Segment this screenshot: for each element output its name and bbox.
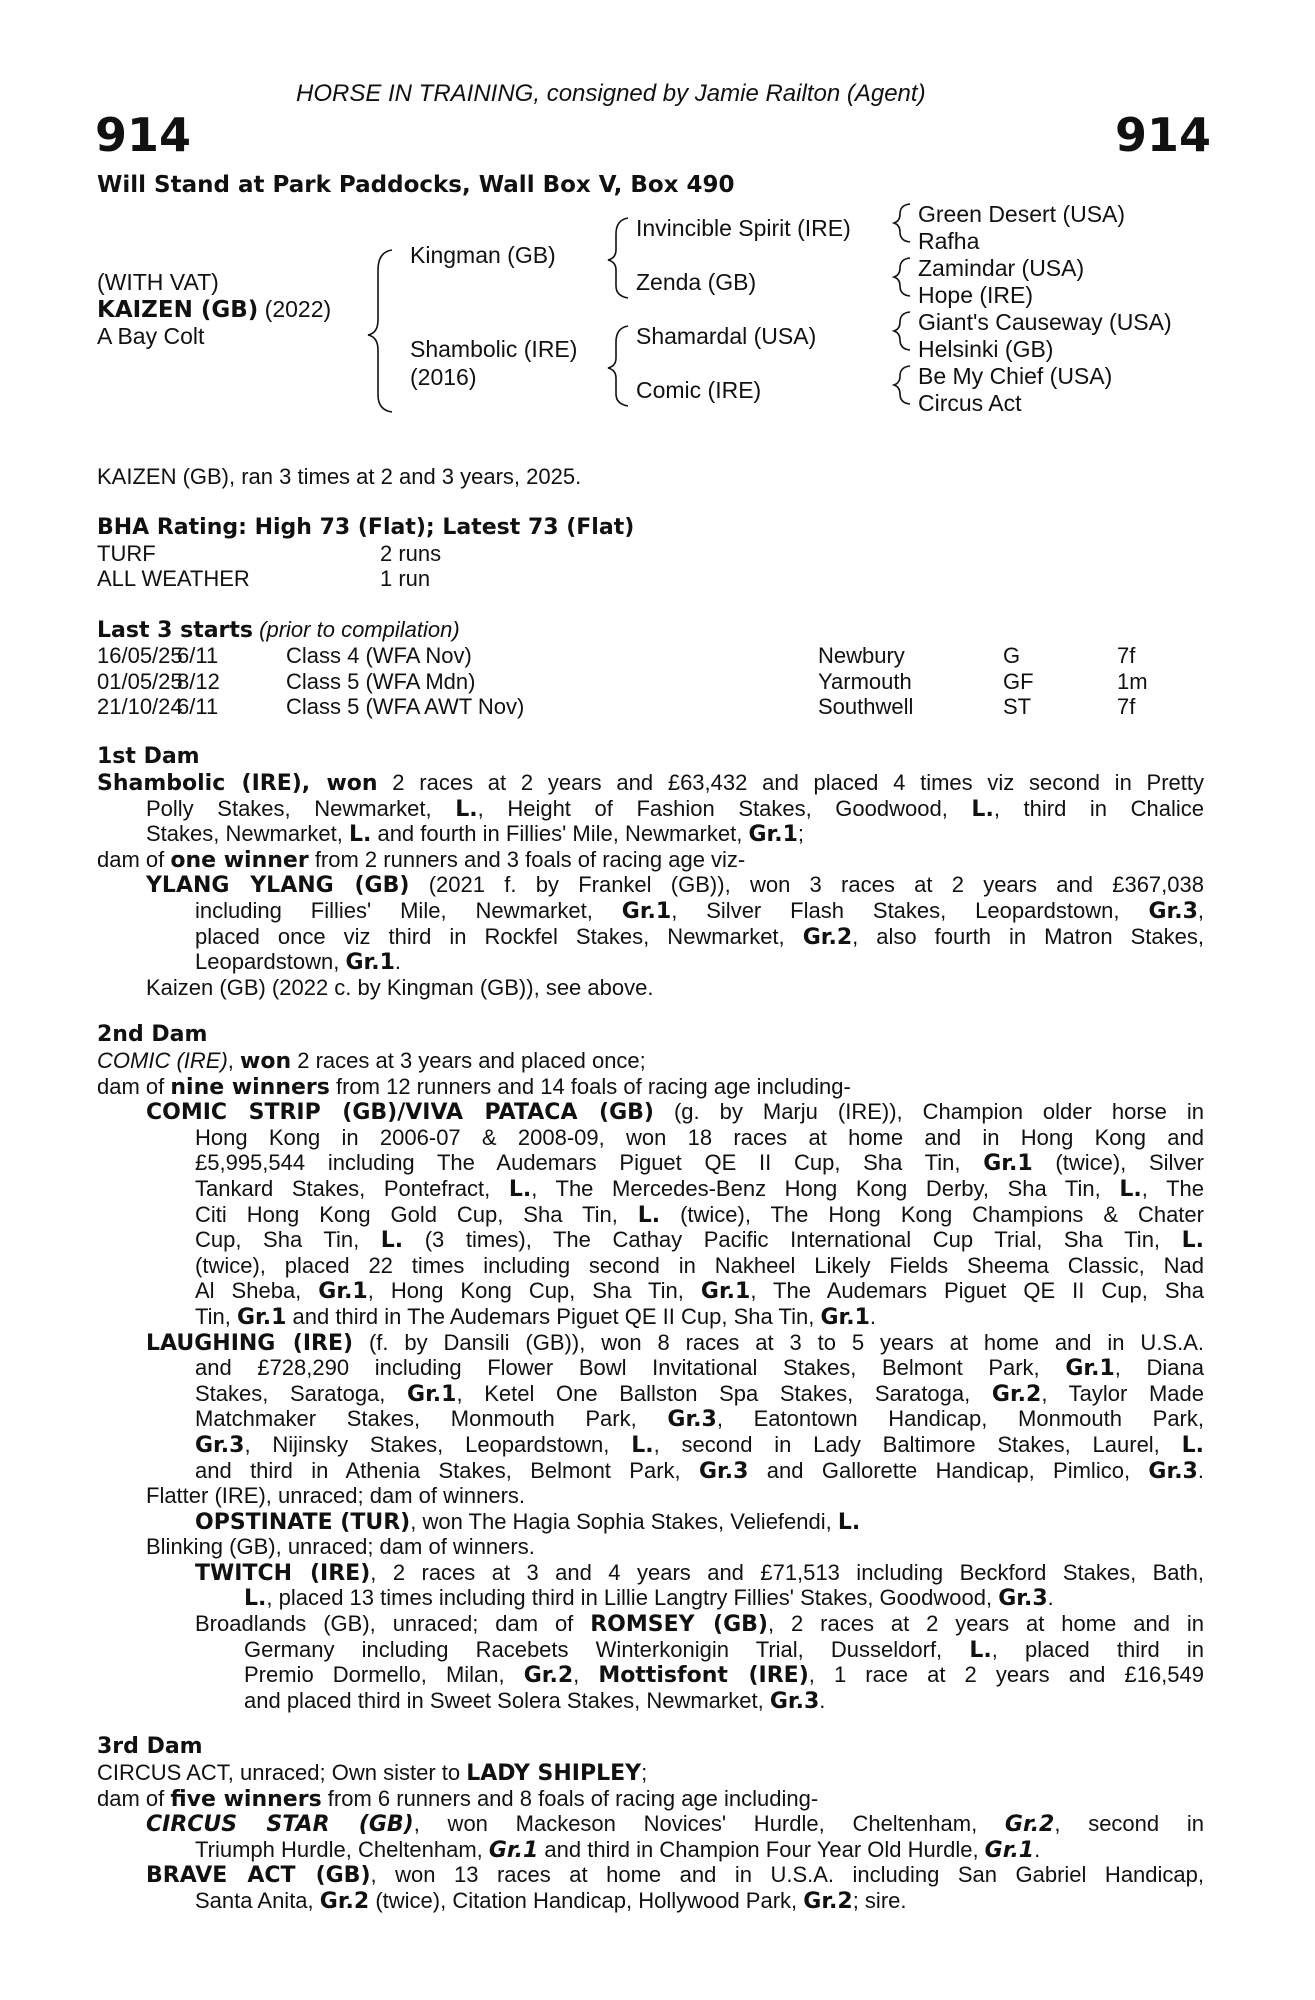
text-segment: , second in Lady Baltimore Stakes, Laurel, xyxy=(653,1431,1182,1457)
text-segment: , second in xyxy=(1054,1811,1204,1837)
text-segment: placed once viz third in Rockfel Stakes, Newmarket, xyxy=(195,923,803,949)
text-segment: L. xyxy=(380,1228,404,1254)
start-dist: 7f xyxy=(1117,643,1136,668)
text-segment: Gr.1 xyxy=(236,1304,287,1330)
text-segment: . xyxy=(1034,1836,1041,1862)
consigned-line: HORSE IN TRAINING, consigned by Jamie Railton (Agent) xyxy=(296,80,926,107)
second-dam-line xyxy=(97,1688,1204,1714)
text-segment: Gr.1 xyxy=(345,950,395,976)
text-segment: Premio Dormello, Milan, xyxy=(244,1662,524,1688)
text-segment: , The Mercedes-Benz Hong Kong Derby, Sha Tin, xyxy=(531,1175,1120,1201)
text-segment: COMIC STRIP (GB)/VIVA PATACA (GB) xyxy=(146,1100,654,1126)
text-segment: LADY SHIPLEY xyxy=(466,1761,642,1786)
horse-name: KAIZEN (GB) xyxy=(97,297,259,323)
first-dam-line xyxy=(97,924,1204,950)
third-dam-text xyxy=(97,1760,1204,1914)
start-pos: 6/11 xyxy=(177,694,219,720)
text-segment: , Diana xyxy=(1114,1355,1204,1381)
text-segment: . xyxy=(1047,1585,1054,1611)
pedigree-sire: Kingman (GB) xyxy=(410,242,556,268)
second-dam-line xyxy=(97,1176,1204,1202)
text-segment: Kaizen (GB) (2022 c. by Kingman (GB)), see above. xyxy=(146,974,654,1000)
text-segment: Tankard Stakes, Pontefract, xyxy=(195,1175,509,1201)
text-segment: one winner xyxy=(170,847,309,873)
second-dam-heading: 2nd Dam xyxy=(97,1022,208,1047)
text-segment: Gr.3 xyxy=(998,1586,1048,1612)
second-dam-line xyxy=(97,1125,1204,1151)
third-dam-line xyxy=(97,1837,1204,1863)
text-segment: , placed third in xyxy=(991,1636,1204,1662)
text-segment: Gr.1 xyxy=(407,1381,457,1407)
pedigree-g4-4: Hope (IRE) xyxy=(918,282,1034,308)
rating-aw-runs: 1 run xyxy=(380,566,431,591)
text-segment: TWITCH (IRE) xyxy=(195,1560,371,1586)
pedigree-g4-5: Giant's Causeway (USA) xyxy=(918,309,1172,335)
text-segment: (g. by Marju (IRE)), Champion older horse in xyxy=(653,1099,1204,1125)
text-segment: Mottisfont (IRE) xyxy=(598,1663,809,1689)
text-segment: Gr.1 xyxy=(700,1279,751,1305)
start-date: 21/10/24 xyxy=(97,694,183,720)
text-segment: L. xyxy=(837,1509,861,1535)
text-segment: , Height of Fashion Stakes, Goodwood, xyxy=(477,795,972,821)
text-segment: from 6 runners and 8 foals of racing age including- xyxy=(321,1785,819,1811)
text-segment: L. xyxy=(348,822,372,848)
start-pos: 6/11 xyxy=(177,643,219,668)
text-segment: Gr.2 xyxy=(1004,1812,1055,1838)
second-dam-line xyxy=(97,1330,1204,1356)
text-segment: Gr.1 xyxy=(748,822,798,848)
pedigree-dam-year: (2016) xyxy=(410,364,477,390)
start-going: GF xyxy=(1003,668,1034,694)
second-dam-line xyxy=(97,1662,1204,1688)
text-segment: including Fillies' Mile, Newmarket, xyxy=(195,897,622,923)
text-segment: Gr.1 xyxy=(621,898,672,924)
rating-turf-runs: 2 runs xyxy=(380,541,442,566)
second-dam-line xyxy=(97,1406,1204,1432)
first-dam-line xyxy=(97,898,1204,924)
start-dist: 7f xyxy=(1117,694,1136,720)
text-segment: Gr.2 xyxy=(319,1888,370,1914)
text-segment: Gr.1 xyxy=(984,1837,1035,1863)
text-segment: ; xyxy=(641,1760,648,1785)
text-segment: Blinking (GB), unraced; dam of winners. xyxy=(146,1534,535,1560)
second-dam-line xyxy=(97,1253,1204,1279)
start-course: Newbury xyxy=(818,643,905,668)
text-segment: , xyxy=(227,1048,240,1073)
third-dam-heading: 3rd Dam xyxy=(97,1734,203,1759)
start-race: Class 5 (WFA Mdn) xyxy=(286,668,476,694)
text-segment: L. xyxy=(1181,1432,1204,1458)
text-segment: L. xyxy=(1119,1176,1142,1202)
third-dam-line xyxy=(97,1888,1204,1914)
pedigree-sire-dam: Zenda (GB) xyxy=(636,269,757,295)
lot-number-left: 914 xyxy=(95,108,192,162)
second-dam-line xyxy=(97,1150,1204,1176)
rating-turf-surface: TURF xyxy=(97,541,156,566)
second-dam-line xyxy=(97,1458,1204,1484)
text-segment: and third in The Audemars Piguet QE II Cup, Sha Tin, xyxy=(286,1303,821,1329)
second-dam-line xyxy=(97,1534,1204,1560)
text-segment: , also fourth in Matron Stakes, xyxy=(852,923,1204,949)
start-race: Class 5 (WFA AWT Nov) xyxy=(286,694,525,720)
text-segment: , Ketel One Ballston Spa Stakes, Saratoga, xyxy=(456,1380,992,1406)
second-dam-line xyxy=(97,1202,1204,1228)
second-dam-line xyxy=(97,1560,1204,1586)
text-segment: (2021 f. by Frankel (GB)), won 3 races at 2 years and £367,038 xyxy=(409,872,1204,898)
text-segment: , Eatontown Handicap, Monmouth Park, xyxy=(716,1406,1204,1432)
first-dam-line xyxy=(97,975,1204,1001)
text-segment: and third in Champion Four Year Old Hurdle, xyxy=(538,1836,985,1862)
text-segment: Gr.1 xyxy=(1065,1356,1115,1382)
text-segment: BRAVE ACT (GB) xyxy=(146,1863,371,1889)
first-dam-line xyxy=(97,770,1204,796)
text-segment: , won Mackeson Novices' Hurdle, Cheltenham, xyxy=(413,1811,1005,1837)
first-dam-line xyxy=(97,949,1204,975)
text-segment: , Nijinsky Stakes, Leopardstown, xyxy=(244,1431,632,1457)
text-segment: COMIC (IRE) xyxy=(97,1048,228,1073)
text-segment: from 2 runners and 3 foals of racing age viz- xyxy=(308,846,746,872)
third-dam-line xyxy=(97,1786,1204,1812)
text-segment: and third in Athenia Stakes, Belmont Park, xyxy=(195,1457,699,1483)
text-segment: nine winners xyxy=(170,1074,330,1100)
text-segment: 2 races at 3 years and placed once; xyxy=(291,1048,646,1073)
text-segment: Flatter (IRE), unraced; dam of winners. xyxy=(146,1483,526,1509)
pedigree-g4-8: Circus Act xyxy=(918,390,1022,416)
text-segment: L. xyxy=(508,1176,532,1202)
text-segment: , The Audemars Piguet QE II Cup, Sha xyxy=(750,1278,1204,1304)
start-going: G xyxy=(1003,643,1021,668)
text-segment: , 1 race at 2 years and £16,549 xyxy=(808,1662,1204,1688)
text-segment: , won The Hagia Sophia Stakes, Veliefendi, xyxy=(410,1508,838,1534)
text-segment: . xyxy=(1197,1457,1204,1483)
start-date: 16/05/25 xyxy=(97,643,183,668)
text-segment: Gr.2 xyxy=(802,924,853,950)
text-segment: Gr.3 xyxy=(667,1407,717,1433)
first-dam-heading: 1st Dam xyxy=(97,744,200,769)
second-dam-line xyxy=(97,1304,1204,1330)
text-segment: Gr.1 xyxy=(318,1279,368,1305)
text-segment: Polly Stakes, Newmarket, xyxy=(146,795,456,821)
first-dam-line xyxy=(97,821,1204,847)
text-segment: Gr.1 xyxy=(820,1304,870,1330)
start-pos: 8/12 xyxy=(177,668,220,694)
text-segment: Stakes, Saratoga, xyxy=(195,1380,408,1406)
pedigree-sire-sire: Invincible Spirit (IRE) xyxy=(636,215,851,241)
start-course: Southwell xyxy=(818,694,914,720)
lot-number-right: 914 xyxy=(1115,108,1212,162)
text-segment: Germany including Racebets Winterkonigin Trial, Dusseldorf, xyxy=(244,1636,970,1662)
pedigree-g4-6: Helsinki (GB) xyxy=(918,336,1054,362)
text-segment: Tin, xyxy=(195,1303,237,1329)
text-segment: and £728,290 including Flower Bowl Invitational Stakes, Belmont Park, xyxy=(195,1355,1066,1381)
text-segment: CIRCUS ACT, unraced; Own sister to xyxy=(97,1760,467,1785)
last-starts-heading-line xyxy=(97,617,460,644)
text-segment: YLANG YLANG (GB) xyxy=(146,873,410,899)
text-segment: ROMSEY (GB) xyxy=(590,1612,768,1638)
text-segment: Hong Kong in 2006-07 & 2008-09, won 18 races at home and in Hong Kong and xyxy=(195,1124,1204,1150)
first-dam-line xyxy=(97,796,1204,822)
horse-description: A Bay Colt xyxy=(97,323,205,349)
second-dam-line xyxy=(97,1637,1204,1663)
text-segment: (twice), Silver xyxy=(1032,1150,1205,1176)
start-date: 01/05/25 xyxy=(97,668,183,694)
text-segment: five winners xyxy=(170,1786,322,1812)
last-starts-heading: Last 3 starts xyxy=(97,618,254,643)
text-segment: Gr.1 xyxy=(983,1151,1033,1177)
text-segment: from 12 runners and 14 foals of racing age including- xyxy=(329,1073,851,1099)
second-dam-line xyxy=(97,1278,1204,1304)
text-segment: Cup, Sha Tin, xyxy=(195,1227,381,1253)
pedigree-dam: Shambolic (IRE) xyxy=(410,336,578,362)
text-segment: , 2 races at 3 and 4 years and £71,513 including Beckford Stakes, Bath, xyxy=(370,1559,1204,1585)
text-segment: Citi Hong Kong Gold Cup, Sha Tin, xyxy=(195,1201,638,1227)
second-dam-line xyxy=(97,1585,1204,1611)
second-dam-line xyxy=(97,1048,1204,1074)
start-race: Class 4 (WFA Nov) xyxy=(286,643,472,668)
bha-rating-heading: BHA Rating: High 73 (Flat); Latest 73 (Flat) xyxy=(97,515,635,540)
start-course: Yarmouth xyxy=(818,668,912,694)
stand-line: Will Stand at Park Paddocks, Wall Box V, Box 490 xyxy=(97,172,735,198)
text-segment: , Silver Flash Stakes, Leopardstown, xyxy=(671,897,1149,923)
second-dam-line xyxy=(97,1355,1204,1381)
text-segment: OPSTINATE (TUR) xyxy=(195,1509,411,1535)
pedigree-g4-3: Zamindar (USA) xyxy=(918,255,1085,281)
text-segment: Gr.3 xyxy=(699,1458,749,1484)
text-segment: . xyxy=(394,949,401,975)
text-segment: won xyxy=(240,1049,292,1074)
second-dam-text xyxy=(97,1048,1204,1713)
text-segment: Gr.2 xyxy=(523,1663,574,1689)
text-segment: . xyxy=(869,1303,876,1329)
text-segment: , xyxy=(573,1662,599,1688)
text-segment: Gr.1 xyxy=(488,1837,539,1863)
horse-year: (2022) xyxy=(264,296,332,322)
text-segment: , The xyxy=(1141,1175,1204,1201)
text-segment: CIRCUS STAR (GB) xyxy=(146,1812,414,1838)
text-segment: . xyxy=(819,1687,826,1713)
last-starts-note: (prior to compilation) xyxy=(259,617,460,642)
second-dam-line xyxy=(97,1611,1204,1637)
text-segment: Broadlands (GB), unraced; dam of xyxy=(195,1611,591,1637)
text-segment: LAUGHING (IRE) xyxy=(146,1330,354,1356)
text-segment: Gr.3 xyxy=(195,1432,245,1458)
pedigree-g4-1: Green Desert (USA) xyxy=(918,201,1126,227)
text-segment: Gr.2 xyxy=(991,1381,1042,1407)
start-going: ST xyxy=(1003,694,1032,720)
text-segment: Santa Anita, xyxy=(195,1887,320,1913)
text-segment: and fourth in Fillies' Mile, Newmarket, xyxy=(371,821,749,847)
text-segment: £5,995,544 including The Audemars Piguet QE II Cup, Sha Tin, xyxy=(195,1150,984,1176)
text-segment: (twice), placed 22 times including second in Nakheel Likely Fields Sheema Classic, Nad xyxy=(195,1252,1204,1278)
text-segment: 2 races at 2 years and £63,432 and placed 4 times viz second in Pretty xyxy=(377,770,1204,795)
first-dam-line xyxy=(97,872,1204,898)
text-segment: L. xyxy=(244,1586,267,1612)
racing-summary: KAIZEN (GB), ran 3 times at 2 and 3 years, 2025. xyxy=(97,464,582,489)
text-segment: , xyxy=(1197,897,1204,923)
text-segment: Shambolic (IRE), won xyxy=(97,771,378,796)
first-dam-text xyxy=(97,770,1204,1000)
text-segment: Matchmaker Stakes, Monmouth Park, xyxy=(195,1406,668,1432)
second-dam-line xyxy=(97,1483,1204,1509)
second-dam-line xyxy=(97,1227,1204,1253)
pedigree-g4-2: Rafha xyxy=(918,228,980,254)
second-dam-line xyxy=(97,1074,1204,1100)
third-dam-line xyxy=(97,1811,1204,1837)
text-segment: Gr.2 xyxy=(803,1888,853,1914)
third-dam-line xyxy=(97,1862,1204,1888)
pedigree-dam-dam: Comic (IRE) xyxy=(636,377,762,403)
text-segment: , 2 races at 2 years at home and in xyxy=(767,1611,1204,1637)
text-segment: L. xyxy=(455,796,478,822)
text-segment: Leopardstown, xyxy=(195,949,346,975)
text-segment: , Taylor Made xyxy=(1041,1380,1205,1406)
second-dam-line xyxy=(97,1099,1204,1125)
second-dam-line xyxy=(97,1509,1204,1535)
text-segment: , Hong Kong Cup, Sha Tin, xyxy=(367,1278,701,1304)
text-segment: L. xyxy=(971,796,994,822)
text-segment: dam of xyxy=(97,1785,171,1811)
text-segment: Triumph Hurdle, Cheltenham, xyxy=(195,1836,489,1862)
text-segment: dam of xyxy=(97,846,171,872)
third-dam-line xyxy=(97,1760,1204,1786)
text-segment: dam of xyxy=(97,1073,171,1099)
text-segment: L. xyxy=(631,1432,654,1458)
text-segment: and Gallorette Handicap, Pimlico, xyxy=(748,1457,1149,1483)
text-segment: (twice), Citation Handicap, Hollywood Park, xyxy=(369,1887,804,1913)
pedigree-dam-sire: Shamardal (USA) xyxy=(636,323,817,349)
text-segment: (twice), The Hong Kong Champions & Chater xyxy=(660,1201,1204,1227)
text-segment: (3 times), The Cathay Pacific International Cup Trial, Sha Tin, xyxy=(403,1227,1182,1253)
text-segment: L. xyxy=(1181,1228,1204,1254)
second-dam-line xyxy=(97,1432,1204,1458)
text-segment: ; xyxy=(797,821,805,847)
pedigree-g4-7: Be My Chief (USA) xyxy=(918,363,1113,389)
text-segment: Stakes, Newmarket, xyxy=(146,821,349,847)
text-segment: Gr.3 xyxy=(1148,1458,1198,1484)
text-segment: and placed third in Sweet Solera Stakes, Newmarket, xyxy=(244,1687,770,1713)
text-segment: L. xyxy=(969,1637,992,1663)
text-segment: , placed 13 times including third in Lillie Langtry Fillies' Stakes, Goodwood, xyxy=(266,1585,999,1611)
text-segment: L. xyxy=(637,1202,661,1228)
vat-label: (WITH VAT) xyxy=(97,269,219,295)
second-dam-line xyxy=(97,1381,1204,1407)
text-segment: , won 13 races at home and in U.S.A. including San Gabriel Handicap, xyxy=(370,1862,1204,1888)
text-segment: Al Sheba, xyxy=(195,1278,319,1304)
text-segment: , third in Chalice xyxy=(993,795,1205,821)
text-segment: Gr.3 xyxy=(1148,898,1198,924)
first-dam-line xyxy=(97,847,1204,873)
rating-aw-surface: ALL WEATHER xyxy=(97,566,250,591)
text-segment: (f. by Dansili (GB)), won 8 races at 3 to 5 years at home and in U.S.A. xyxy=(353,1329,1204,1355)
text-segment: ; sire. xyxy=(852,1887,907,1913)
start-dist: 1m xyxy=(1117,668,1148,694)
text-segment: Gr.3 xyxy=(769,1688,820,1714)
